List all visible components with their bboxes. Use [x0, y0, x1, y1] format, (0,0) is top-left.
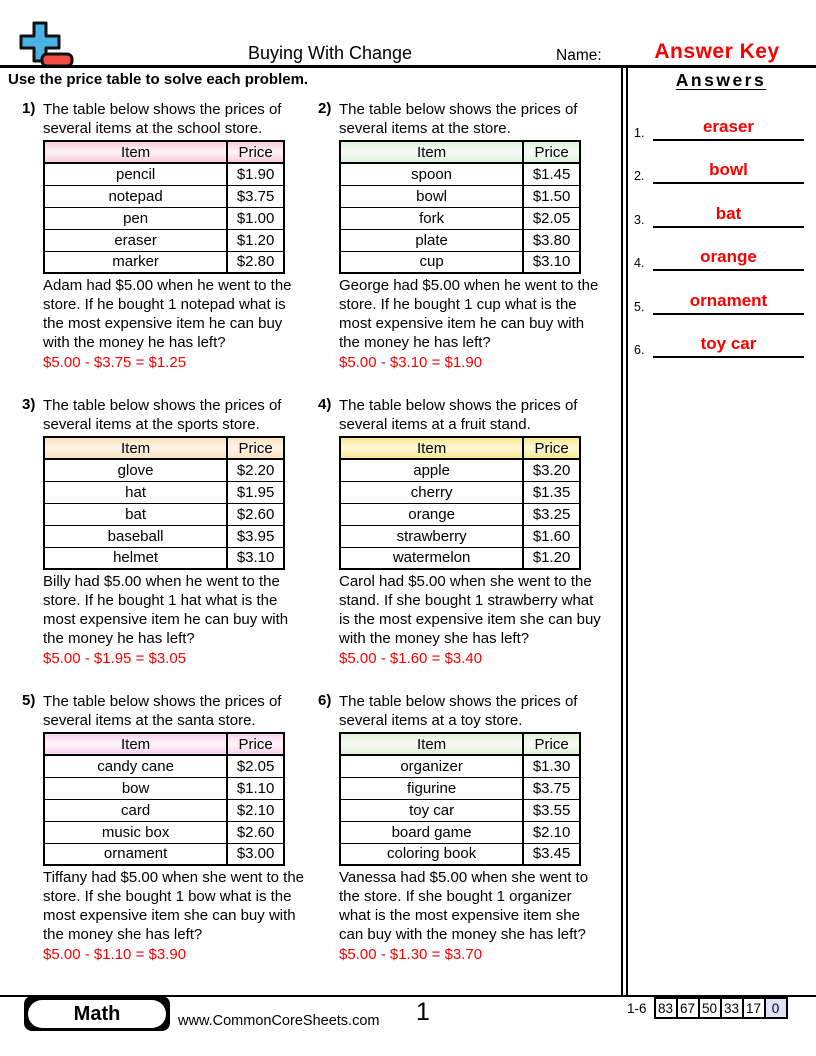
table-row [340, 525, 580, 547]
answer-value: orange [653, 247, 804, 271]
score-box: 67 [676, 997, 700, 1019]
problem-question: Tiffany had $5.00 when she went to the store. If she bought 1 bow what is the most expensive item she can buy with the money she has left? [43, 869, 305, 943]
price-cell: $3.20 [523, 459, 580, 481]
item-cell: bowl [340, 185, 523, 207]
price-header: Price [523, 733, 580, 755]
price-cell: $1.00 [227, 207, 284, 229]
score-range-label: 1-6 [627, 1000, 647, 1016]
price-cell: $3.55 [523, 799, 580, 821]
table-row [44, 185, 284, 207]
problem-intro: The table below shows the prices of several items at a fruit stand. [339, 397, 578, 433]
price-cell: $1.45 [523, 163, 580, 185]
answer-item-2 [628, 141, 814, 185]
problem-body [339, 396, 601, 667]
table-row [340, 777, 580, 799]
price-cell: $1.20 [523, 547, 580, 569]
answer-equation: $5.00 - $1.30 = $3.70 [339, 946, 483, 963]
answer-equation: $5.00 - $1.10 = $3.90 [43, 946, 187, 963]
table-row [340, 547, 580, 569]
price-cell: $2.05 [227, 755, 284, 777]
item-header: Item [44, 141, 227, 163]
table-row [340, 459, 580, 481]
table-row [44, 229, 284, 251]
answer-item-4 [628, 228, 814, 272]
price-cell: $3.10 [227, 547, 284, 569]
problem-number: 4) [318, 396, 332, 413]
answer-key-text: Answer Key [654, 40, 780, 63]
item-cell: hat [44, 481, 227, 503]
problem-5 [22, 692, 312, 963]
price-cell: $1.35 [523, 481, 580, 503]
table-row [340, 755, 580, 777]
problem-intro: The table below shows the prices of several items at the santa store. [43, 693, 282, 729]
table-header-row [340, 141, 580, 163]
price-table [339, 140, 581, 274]
answer-equation: $5.00 - $1.95 = $3.05 [43, 650, 187, 667]
price-cell: $3.00 [227, 843, 284, 865]
answer-number: 5. [634, 299, 645, 314]
item-header: Item [340, 141, 523, 163]
price-cell: $2.10 [227, 799, 284, 821]
problem-body [43, 692, 305, 963]
answers-panel [628, 70, 814, 358]
price-cell: $2.60 [227, 503, 284, 525]
table-row [340, 185, 580, 207]
item-cell: music box [44, 821, 227, 843]
price-cell: $3.95 [227, 525, 284, 547]
answer-item-1 [628, 97, 814, 141]
answer-number: 3. [634, 212, 645, 227]
problem-question: Billy had $5.00 when he went to the store. If he bought 1 hat what is the most expensive item he can buy with the money he has left? [43, 573, 289, 647]
table-row [44, 525, 284, 547]
page-title: Buying With Change [247, 43, 413, 63]
item-cell: cup [340, 251, 523, 273]
answer-value: bowl [653, 160, 804, 184]
table-row [44, 547, 284, 569]
answer-item-3 [628, 184, 814, 228]
item-cell: glove [44, 459, 227, 481]
price-cell: $3.75 [523, 777, 580, 799]
price-table [339, 436, 581, 570]
price-cell: $2.10 [523, 821, 580, 843]
price-cell: $1.60 [523, 525, 580, 547]
item-cell: coloring book [340, 843, 523, 865]
item-cell: bat [44, 503, 227, 525]
problem-question: Vanessa had $5.00 when she went to the store. If she bought 1 organizer what is the most expensive item she can buy with the money she has left? [339, 869, 589, 943]
table-row [340, 163, 580, 185]
table-header-row [340, 437, 580, 459]
table-row [44, 843, 284, 865]
price-header: Price [227, 141, 284, 163]
item-cell: ornament [44, 843, 227, 865]
answer-value: ornament [653, 291, 804, 315]
score-box: 17 [742, 997, 766, 1019]
item-header: Item [340, 733, 523, 755]
table-row [340, 503, 580, 525]
item-cell: apple [340, 459, 523, 481]
problem-question: George had $5.00 when he went to the store. If he bought 1 cup what is the most expensive item he can buy with the money he has left? [339, 277, 599, 351]
item-cell: pen [44, 207, 227, 229]
table-row [340, 207, 580, 229]
table-row [340, 799, 580, 821]
problem-2 [318, 100, 608, 371]
table-row [340, 481, 580, 503]
item-cell: board game [340, 821, 523, 843]
price-cell: $3.75 [227, 185, 284, 207]
item-cell: notepad [44, 185, 227, 207]
problems-area [22, 100, 622, 990]
table-row [44, 251, 284, 273]
price-table [43, 732, 285, 866]
price-cell: $1.10 [227, 777, 284, 799]
table-row [340, 843, 580, 865]
item-cell: eraser [44, 229, 227, 251]
table-row [340, 229, 580, 251]
problem-1 [22, 100, 312, 371]
problem-intro: The table below shows the prices of several items at the store. [339, 101, 578, 137]
item-cell: toy car [340, 799, 523, 821]
problem-number: 5) [22, 692, 36, 709]
answers-heading: Answers [675, 70, 767, 90]
item-cell: baseball [44, 525, 227, 547]
table-row [44, 777, 284, 799]
answer-number: 6. [634, 343, 645, 357]
problem-intro: The table below shows the prices of several items at a toy store. [339, 693, 578, 729]
answer-number: 1. [634, 125, 645, 140]
item-cell: marker [44, 251, 227, 273]
answer-value: eraser [653, 117, 804, 141]
price-header: Price [227, 733, 284, 755]
problem-question: Adam had $5.00 when he went to the store. If he bought 1 notepad what is the most expensive item he can buy with the money he has left? [43, 277, 292, 351]
table-row [44, 755, 284, 777]
problem-number: 6) [318, 692, 332, 709]
problem-body [43, 396, 305, 667]
score-box-final: 0 [764, 997, 788, 1019]
instruction-text: Use the price table to solve each problem. [8, 71, 309, 88]
item-header: Item [44, 733, 227, 755]
price-cell: $3.25 [523, 503, 580, 525]
price-cell: $2.80 [227, 251, 284, 273]
item-cell: watermelon [340, 547, 523, 569]
table-row [44, 799, 284, 821]
price-cell: $2.05 [523, 207, 580, 229]
price-table [43, 436, 285, 570]
table-row [340, 821, 580, 843]
table-header-row [44, 733, 284, 755]
problem-3 [22, 396, 312, 667]
name-label: Name: [556, 47, 602, 64]
answer-value: toy car [653, 334, 804, 358]
price-cell: $1.20 [227, 229, 284, 251]
price-table [339, 732, 581, 866]
table-row [44, 503, 284, 525]
problem-body [43, 100, 305, 371]
header-rule [0, 65, 816, 68]
price-cell: $1.95 [227, 481, 284, 503]
answer-equation: $5.00 - $3.75 = $1.25 [43, 354, 187, 371]
item-cell: helmet [44, 547, 227, 569]
problem-intro: The table below shows the prices of several items at the sports store. [43, 397, 282, 433]
price-cell: $1.50 [523, 185, 580, 207]
answer-number: 2. [634, 169, 645, 183]
table-header-row [44, 437, 284, 459]
item-cell: card [44, 799, 227, 821]
item-cell: fork [340, 207, 523, 229]
item-cell: bow [44, 777, 227, 799]
problem-body [339, 100, 601, 371]
answer-number: 4. [634, 256, 645, 270]
item-cell: strawberry [340, 525, 523, 547]
answer-item-6 [628, 315, 814, 359]
table-row [44, 459, 284, 481]
item-cell: pencil [44, 163, 227, 185]
score-box: 83 [654, 997, 678, 1019]
price-header: Price [227, 437, 284, 459]
answer-item-5 [628, 271, 814, 315]
item-header: Item [340, 437, 523, 459]
problem-number: 3) [22, 396, 36, 413]
score-strip [627, 997, 788, 1019]
answer-equation: $5.00 - $3.10 = $1.90 [339, 354, 483, 371]
table-row [44, 207, 284, 229]
price-cell: $3.45 [523, 843, 580, 865]
score-box: 50 [698, 997, 722, 1019]
item-cell: orange [340, 503, 523, 525]
table-row [44, 481, 284, 503]
table-row [340, 251, 580, 273]
item-cell: spoon [340, 163, 523, 185]
price-cell: $2.60 [227, 821, 284, 843]
answer-value: bat [653, 204, 804, 228]
item-cell: organizer [340, 755, 523, 777]
price-cell: $3.80 [523, 229, 580, 251]
website-url: www.CommonCoreSheets.com [178, 1013, 380, 1029]
problem-intro: The table below shows the prices of several items at the school store. [43, 101, 282, 137]
answer-list [628, 97, 814, 358]
price-cell: $3.10 [523, 251, 580, 273]
price-cell: $2.20 [227, 459, 284, 481]
item-header: Item [44, 437, 227, 459]
problem-number: 2) [318, 100, 332, 117]
price-cell: $1.30 [523, 755, 580, 777]
item-cell: candy cane [44, 755, 227, 777]
price-cell: $1.90 [227, 163, 284, 185]
table-header-row [44, 141, 284, 163]
price-header: Price [523, 437, 580, 459]
table-row [44, 821, 284, 843]
problem-6 [318, 692, 608, 963]
page-number: 1 [416, 998, 430, 1026]
item-cell: cherry [340, 481, 523, 503]
score-box: 33 [720, 997, 744, 1019]
problem-number: 1) [22, 100, 36, 117]
answer-equation: $5.00 - $1.60 = $3.40 [339, 650, 483, 667]
table-row [44, 163, 284, 185]
price-header: Price [523, 141, 580, 163]
problem-body [339, 692, 601, 963]
problem-4 [318, 396, 608, 667]
item-cell: plate [340, 229, 523, 251]
table-header-row [340, 733, 580, 755]
problem-question: Carol had $5.00 when she went to the stand. If she bought 1 strawberry what is the most expensive item she can buy with the money she has left? [339, 573, 601, 647]
subject-label: Math [28, 1000, 166, 1028]
item-cell: figurine [340, 777, 523, 799]
price-table [43, 140, 285, 274]
answers-divider [621, 68, 628, 995]
